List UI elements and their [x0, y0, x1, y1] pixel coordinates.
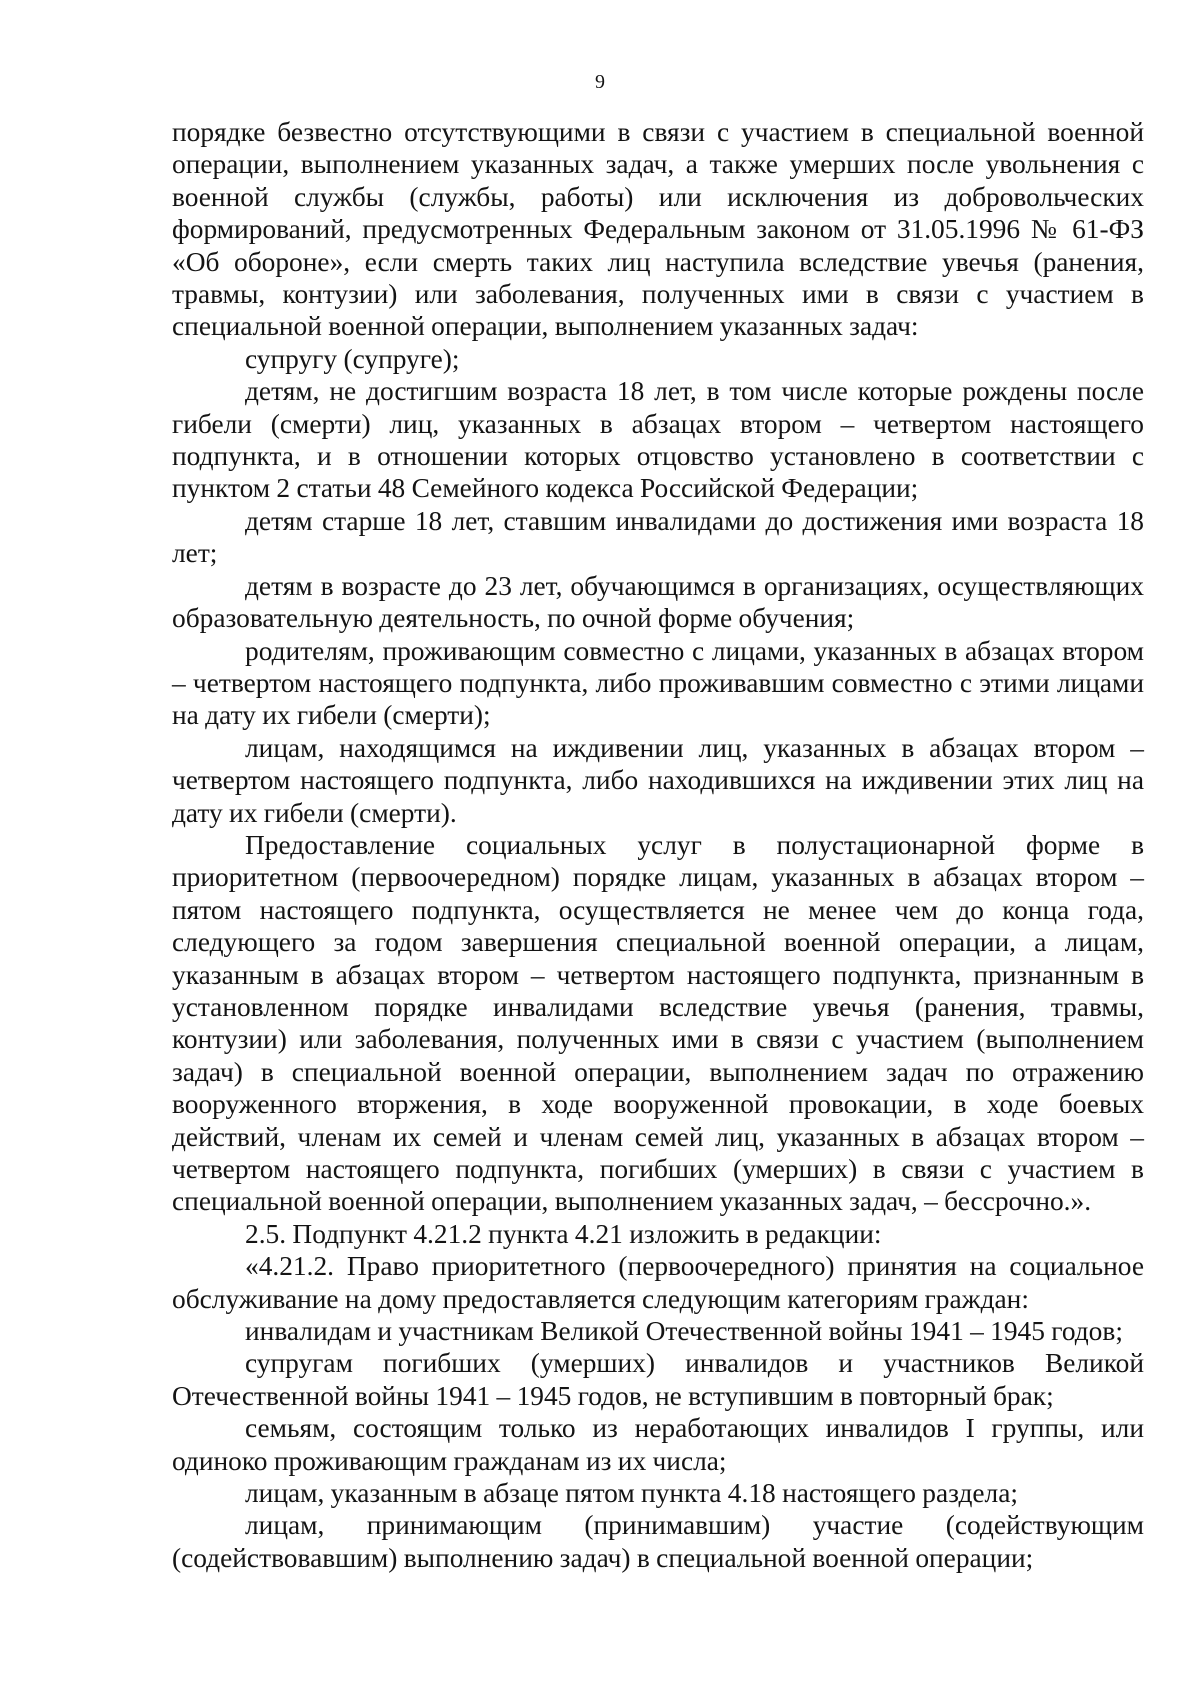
paragraph: детям, не достигшим возраста 18 лет, в том числе которые рождены после гибели (смерти) лиц, указанных в абзацах втором – четвертом настоящего подпункта, и в отношении которых отцовство установлено в соответствии с пунктом 2 статьи 48 Семейного кодекса Российской Федерации; [172, 376, 1144, 504]
paragraph: Предоставление социальных услуг в полустационарной форме в приоритетном (первоочередном) порядке лицам, указанных в абзацах втором – пятом настоящего подпункта, осуществляется не менее чем до конца года, следующего за годом завершения специальной военной операции, а лицам, указанным в абзацах втором – четвертом настоящего подпункта, признанным в установленном порядке инвалидами вследствие увечья (ранения, травмы, контузии) или заболевания, полученных ими в связи с участием (выполнением задач) в специальной военной операции, выполнением задач по отражению вооруженного вторжения, в ходе вооруженной провокации, в ходе боевых действий, членам их семей и членам семей лиц, указанных в абзацах втором – четвертом настоящего подпункта, погибших (умерших) в связи с участием в специальной военной операции, выполнением указанных задач, – бессрочно.». [172, 829, 1144, 1217]
paragraph: порядке безвестно отсутствующими в связи с участием в специальной военной операции, выполнением указанных задач, а также умерших после увольнения с военной службы (службы, работы) или исключения из добровольческих формирований, предусмотренных Федеральным законом от 31.05.1996 № 61-ФЗ «Об обороне», если смерть таких лиц наступила вследствие увечья (ранения, травмы, контузии) или заболевания, полученных ими в связи с участием в специальной военной операции, выполнением указанных задач: [172, 117, 1144, 342]
paragraph: «4.21.2. Право приоритетного (первоочередного) принятия на социальное обслуживание на дому предоставляется следующим категориям граждан: [172, 1251, 1144, 1314]
document-body [172, 116, 1144, 1574]
paragraph: лицам, находящимся на иждивении лиц, указанных в абзацах втором – четвертом настоящего подпункта, либо находившихся на иждивении этих лиц на дату их гибели (смерти). [172, 732, 1144, 828]
paragraph: лицам, принимающим (принимавшим) участие (содействующим (содействовавшим) выполнению задач) в специальной военной операции; [172, 1510, 1144, 1573]
paragraph: детям старше 18 лет, ставшим инвалидами до достижения ими возраста 18 лет; [172, 505, 1144, 569]
paragraph: 2.5. Подпункт 4.21.2 пункта 4.21 изложить в редакции: [245, 1218, 882, 1249]
paragraph: детям в возрасте до 23 лет, обучающимся в организациях, осуществляющих образовательную деятельность, по очной форме обучения; [172, 570, 1144, 634]
paragraph: супругу (супруге); [245, 343, 460, 374]
page-number: 9 [595, 71, 605, 93]
paragraph: супругам погибших (умерших) инвалидов и участников Великой Отечественной войны 1941 – 1945 годов, не вступившим в повторный брак; [172, 1348, 1144, 1411]
paragraph: инвалидам и участникам Великой Отечественной войны 1941 – 1945 годов; [245, 1316, 1123, 1347]
paragraph: родителям, проживающим совместно с лицами, указанных в абзацах втором – четвертом настоящего подпункта, либо проживавшим совместно с этими лицами на дату их гибели (смерти); [172, 635, 1144, 731]
paragraph: лицам, указанным в абзаце пятом пункта 4.18 настоящего раздела; [245, 1478, 1018, 1509]
paragraph: семьям, состоящим только из неработающих инвалидов I группы, или одиноко проживающим гражданам из их числа; [172, 1413, 1144, 1476]
